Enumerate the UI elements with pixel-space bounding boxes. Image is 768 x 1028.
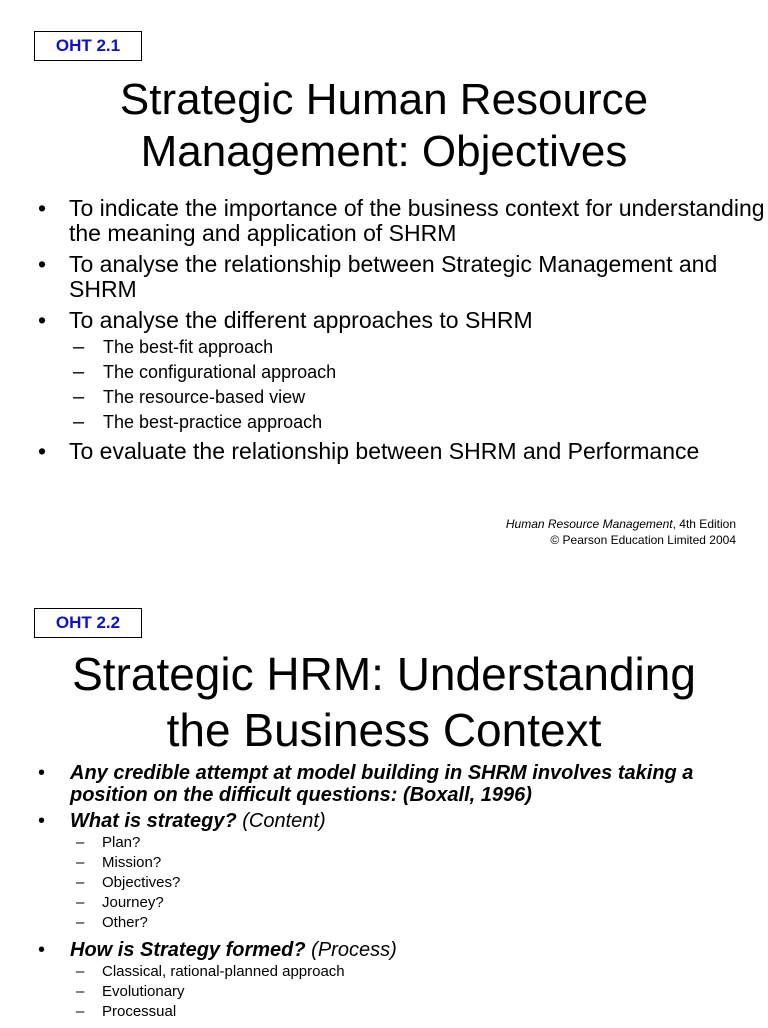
sub-list-item [0,893,768,913]
strategy-items-container [0,833,768,933]
copyright-text: © Pearson Education Limited 2004 [550,533,736,547]
sub-list-item-text: Evolutionary [102,983,185,1000]
sub-list-item [0,833,768,853]
list-item-text: To evaluate the relationship between SHRM and Performance [69,438,700,464]
dash-icon: – [76,1003,85,1020]
sub-list-item-text: The resource-based view [103,387,306,407]
sub-list-item [0,962,768,982]
bullet-icon: • [38,438,47,464]
source-credit [506,516,736,548]
sub-list-item [0,360,768,385]
dash-icon: – [73,411,85,433]
slide-oht-2-2 [0,590,768,1024]
source-credit-book-line [506,516,736,532]
list-item [0,308,768,333]
intro-text: Any credible attempt at model building in SHRM involves taking a position on the difficult questions: (Boxall, 1996) [70,762,694,806]
sub-list-item [0,853,768,873]
sub-list-item [0,873,768,893]
list-item [0,439,768,464]
sub-list-item-text: Plan? [102,834,141,851]
sub-list-item [0,982,768,1002]
dash-icon: – [76,983,85,1000]
list-item [0,810,768,832]
dash-icon: – [76,963,85,980]
formation-items-list [0,962,768,1022]
question-strategy-tag: (Content) [236,810,326,832]
slide-number-label: OHT 2.1 [34,31,142,61]
slide-number-label: OHT 2.2 [34,608,142,638]
bullet-icon: • [38,762,46,784]
formation-items-container [0,962,768,1022]
objectives-list [0,196,768,470]
sub-list-item [0,1002,768,1022]
approaches-list [0,335,768,435]
slide-title-line-2: Management: Objectives [140,127,628,176]
sub-list-item [0,385,768,410]
sub-list-item [0,335,768,360]
strategy-items-list [0,833,768,933]
questions-list [0,762,768,1028]
slide-title-line-1: Strategic HRM: Understanding [72,648,696,700]
dash-icon: – [76,914,85,931]
sub-list-item-text: The best-fit approach [103,337,274,357]
slide-title-line-2: the Business Context [166,704,602,756]
sub-list-item-text: Classical, rational-planned approach [102,963,345,980]
question-formation: How is Strategy formed? [70,939,306,961]
slide-title [0,646,768,758]
bullet-icon: • [38,939,46,961]
list-item [0,939,768,961]
bullet-icon: • [38,307,47,333]
sub-list-item-text: Mission? [102,854,162,871]
dash-icon: – [76,874,85,891]
dash-icon: – [76,894,85,911]
sub-list-item-text: Objectives? [102,874,181,891]
book-title: Human Resource Management [505,517,673,531]
list-item-text: To analyse the different approaches to SHRM [69,307,533,333]
question-strategy: What is strategy? [70,810,237,832]
dash-icon: – [73,361,85,383]
bullet-icon: • [38,810,46,832]
dash-icon: – [73,386,85,408]
dash-icon: – [73,336,85,358]
list-item [0,196,768,246]
book-edition: , 4th Edition [672,517,736,531]
question-formation-tag: (Process) [305,939,397,961]
sub-list-item-text: Other? [102,914,148,931]
sub-list-item-text: Processual [102,1003,177,1020]
dash-icon: – [76,834,85,851]
dash-icon: – [76,854,85,871]
approaches-container [0,335,768,435]
sub-list-item-text: The configurational approach [103,362,337,382]
list-item-text: To analyse the relationship between Strategic Management and SHRM [69,251,718,302]
bullet-icon: • [38,195,47,221]
slide-title [0,74,768,178]
sub-list-item-text: Journey? [102,894,164,911]
bullet-icon: • [38,251,47,277]
list-item [0,762,768,806]
sub-list-item [0,410,768,435]
sub-list-item-text: The best-practice approach [103,412,323,432]
slide-title-line-1: Strategic Human Resource [119,75,649,124]
list-item-text: To indicate the importance of the business context for understanding the meaning and application of SHRM [69,195,765,246]
list-item [0,252,768,302]
sub-list-item [0,913,768,933]
